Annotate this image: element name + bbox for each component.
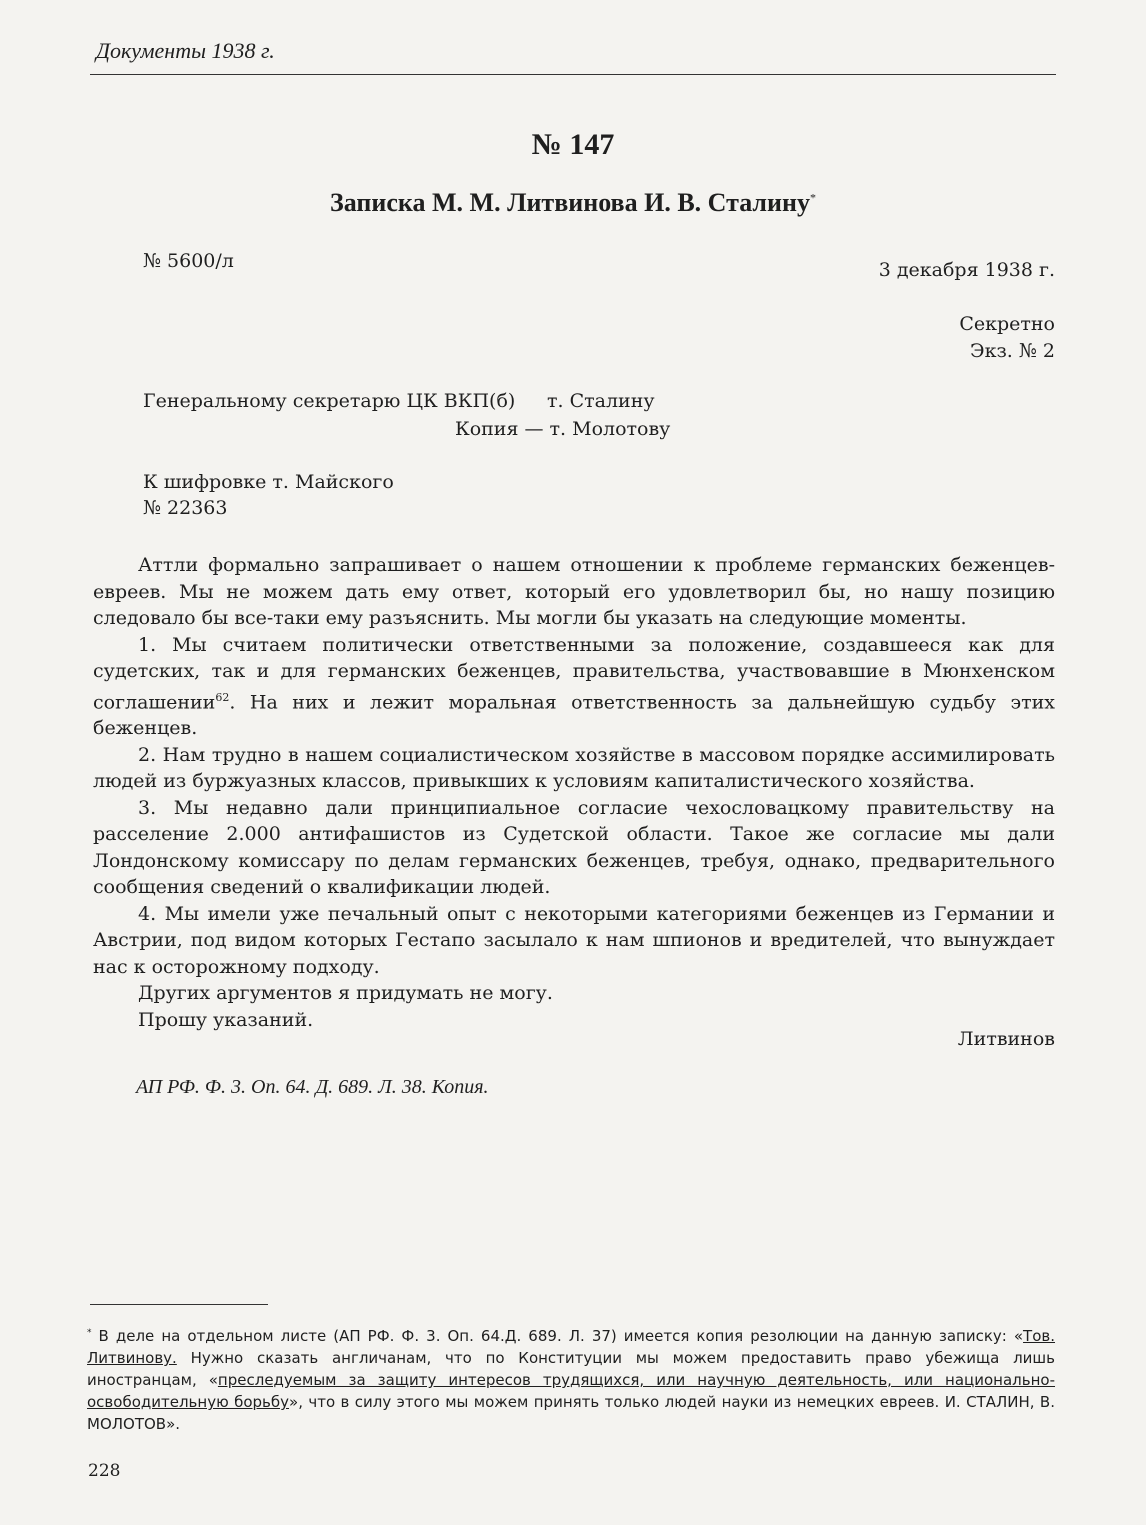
paragraph-1-tail: . На них и лежит моральная ответственность за дальнейшую судьбу этих беженцев. xyxy=(93,690,1055,740)
cipher-line-1: К шифровке т. Майского xyxy=(143,471,394,493)
paragraph-3: 3. Мы недавно дали принципиальное согласие чехословацкому правительству на расселение 2.000 антифашистов из Судетской области. Такое же согласие мы дали Лондонскому комиссару по делам германских беженцев, требуя, однако, предварительного сообщения сведений о квалификации людей. xyxy=(93,796,1055,899)
recipient-prefix: Генеральному секретарю ЦК ВКП(б) xyxy=(143,390,516,412)
paragraph-6: Прошу указаний. xyxy=(138,1008,314,1031)
cipher-line-2: № 22363 xyxy=(143,497,228,519)
paragraph-1-text: 1. Мы считаем политически ответственными за положение, создавшееся как для судетских, так и для германских беженцев, правительства, участвовавшие в Мюнхенском соглашении xyxy=(93,633,1055,713)
paragraph-5: Других аргументов я придумать не могу. xyxy=(138,982,553,1005)
archive-source: АП РФ. Ф. 3. Оп. 64. Д. 689. Л. 38. Копия. xyxy=(136,1076,489,1098)
document-number: № 147 xyxy=(531,128,615,161)
footnote-text-1: В деле на отдельном листе (АП РФ. Ф. 3. Оп. 64.Д. 689. Л. 37) имеется копия резолюции на данную записку: « xyxy=(91,1327,1024,1345)
signature: Литвинов xyxy=(957,1028,1055,1050)
page-number: 228 xyxy=(88,1461,121,1481)
outgoing-number: № 5600/л xyxy=(143,250,234,272)
footnote-text-3: », что в силу этого мы можем принять только людей науки из немецких евреев. И. СТАЛИН, В. МОЛОТОВ». xyxy=(87,1393,1055,1433)
header-rule xyxy=(90,74,1056,75)
footnote-underlined-2: преследуемым за защиту интересов трудящихся, или научную деятельность, или национально-освободительную борьбу xyxy=(87,1371,1056,1411)
paragraph-intro: Аттли формально запрашивает о нашем отношении к проблеме германских беженцев-евреев. Мы не можем дать ему ответ, который его удовлетворил бы, но нашу позицию следовало бы все-таки ему разъяснить. Мы могли бы указать на следующие моменты. xyxy=(93,554,1055,629)
document-date: 3 декабря 1938 г. xyxy=(878,259,1055,281)
title-text: Записка М. М. Литвинова И. В. Сталину xyxy=(330,188,810,217)
document-title xyxy=(0,188,1146,218)
copy-line: Копия — т. Молотову xyxy=(455,418,671,440)
footnote-rule xyxy=(90,1304,268,1305)
note-mark-62: 62 xyxy=(215,690,230,704)
body-text xyxy=(93,552,1055,1033)
classification: Секретно xyxy=(959,313,1055,335)
footnote xyxy=(87,1322,1055,1435)
footnote-text-2: Нужно сказать англичанам, что по Конституции мы можем предоставить право убежища лишь иностранцам, « xyxy=(87,1349,1055,1389)
title-footnote-mark: * xyxy=(809,190,816,205)
footnote-mark: * xyxy=(87,1328,92,1338)
copy-number: Экз. № 2 xyxy=(970,340,1055,362)
paragraph-1 xyxy=(93,632,1055,742)
paragraph-4: 4. Мы имели уже печальный опыт с некоторыми категориями беженцев из Германии и Австрии, под видом которых Гестапо засылало к нам шпионов и вредителей, что вынуждает нас к осторожному подходу. xyxy=(93,902,1055,978)
footnote-underlined-1: Тов. Литвинову. xyxy=(87,1327,1055,1367)
paragraph-2: 2. Нам трудно в нашем социалистическом хозяйстве в массовом порядке ассимилировать людей из буржуазных классов, привыкших к условиям капиталистического хозяйства. xyxy=(93,743,1055,793)
recipient-name: т. Сталину xyxy=(547,390,655,412)
running-header: Документы 1938 г. xyxy=(96,38,275,63)
